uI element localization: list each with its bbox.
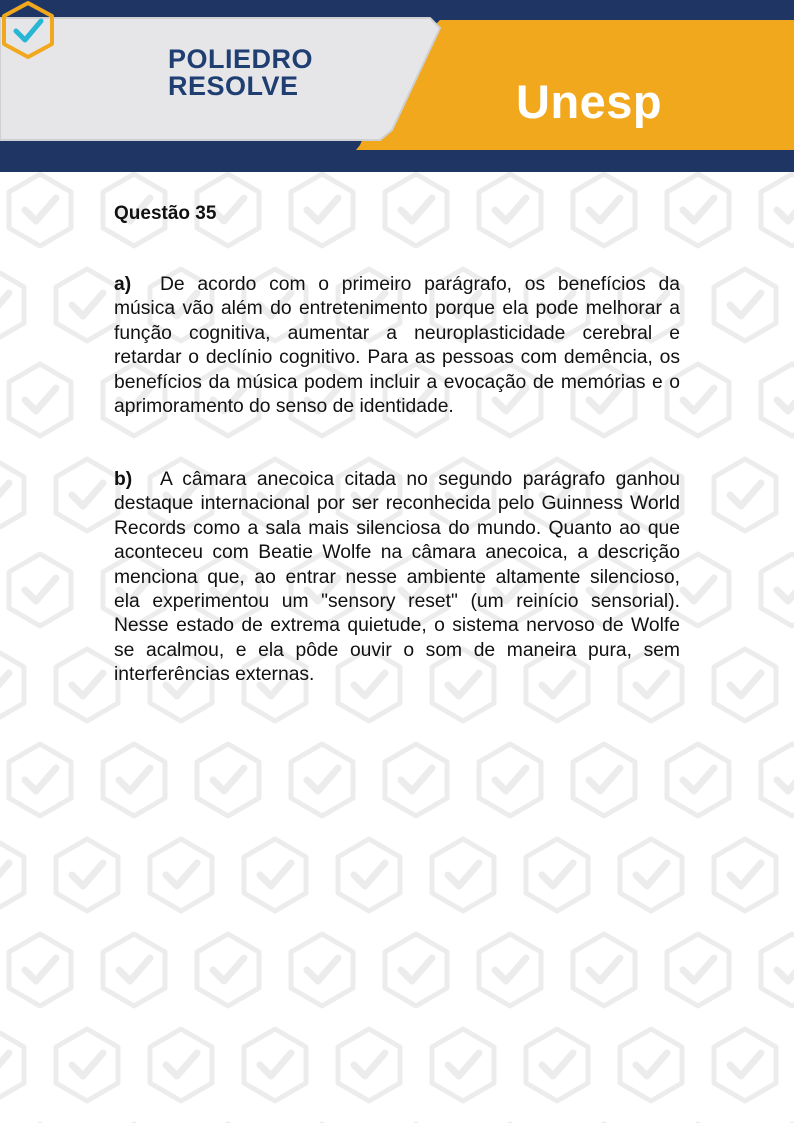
- pattern-check-hexagon-icon: [150, 1029, 212, 1101]
- pattern-check-hexagon-icon: [9, 364, 71, 436]
- pattern-check-hexagon-icon: [150, 839, 212, 911]
- part-text: De acordo com o primeiro parágrafo, os benefícios da música vão além do entretenimento porque ela pode melhorar a função cognitiva, aumentar a neuroplasticidade cerebral e retardar o declínio cognitivo. Para as pessoas com demência, os benefícios da música podem incluir a evocação de memórias e o aprimoramento do senso de identidade.: [114, 274, 680, 418]
- pattern-check-hexagon-icon: [197, 934, 259, 1006]
- pattern-check-hexagon-icon: [291, 744, 353, 816]
- page-header: [0, 0, 794, 172]
- pattern-check-hexagon-icon: [761, 174, 794, 246]
- part-text: A câmara anecoica citada no segundo parágrafo ganhou destaque internacional por ser reconhecida pelo Guinness World Records como a sala mais silenciosa do mundo. Quanto ao que aconteceu com Beatie Wolfe na câmara anecoica, a descrição menciona que, ao entrar nesse ambiente altamente silencioso, ela experimentou um "sensory reset" (um reinício sensorial). Nesse estado de extrema quietude, o sistema nervoso de Wolfe se acalmou, e ela pôde ouvir o som de maneira pura, sem interferências externas.: [114, 469, 680, 686]
- pattern-check-hexagon-icon: [714, 269, 776, 341]
- pattern-check-hexagon-icon: [103, 934, 165, 1006]
- pattern-check-hexagon-icon: [56, 649, 118, 721]
- pattern-check-hexagon-icon: [56, 1029, 118, 1101]
- pattern-check-hexagon-icon: [103, 744, 165, 816]
- pattern-check-hexagon-icon: [0, 649, 24, 721]
- pattern-check-hexagon-icon: [573, 934, 635, 1006]
- header-banner: [0, 0, 794, 172]
- pattern-check-hexagon-icon: [620, 1029, 682, 1101]
- exam-name: Unesp: [516, 75, 663, 128]
- pattern-check-hexagon-icon: [432, 839, 494, 911]
- pattern-check-hexagon-icon: [714, 1029, 776, 1101]
- pattern-check-hexagon-icon: [56, 269, 118, 341]
- brand-line-1: POLIEDRO: [168, 44, 314, 74]
- pattern-check-hexagon-icon: [479, 934, 541, 1006]
- pattern-check-hexagon-icon: [432, 1029, 494, 1101]
- pattern-check-hexagon-icon: [573, 174, 635, 246]
- pattern-check-hexagon-icon: [667, 744, 729, 816]
- pattern-check-hexagon-icon: [761, 744, 794, 816]
- question-title: Questão 35: [114, 203, 217, 224]
- pattern-check-hexagon-icon: [761, 364, 794, 436]
- pattern-check-hexagon-icon: [526, 839, 588, 911]
- pattern-check-hexagon-icon: [0, 269, 24, 341]
- pattern-check-hexagon-icon: [667, 174, 729, 246]
- pattern-check-hexagon-icon: [714, 839, 776, 911]
- brand-logo-text: [168, 46, 313, 100]
- pattern-check-hexagon-icon: [0, 839, 24, 911]
- pattern-check-hexagon-icon: [0, 459, 24, 531]
- pattern-check-hexagon-icon: [56, 839, 118, 911]
- pattern-check-hexagon-icon: [385, 744, 447, 816]
- pattern-check-hexagon-icon: [620, 839, 682, 911]
- pattern-check-hexagon-icon: [291, 174, 353, 246]
- pattern-check-hexagon-icon: [761, 554, 794, 626]
- pattern-check-hexagon-icon: [338, 839, 400, 911]
- pattern-check-hexagon-icon: [9, 554, 71, 626]
- pattern-check-hexagon-icon: [761, 934, 794, 1006]
- pattern-check-hexagon-icon: [526, 1029, 588, 1101]
- pattern-check-hexagon-icon: [291, 934, 353, 1006]
- pattern-check-hexagon-icon: [385, 174, 447, 246]
- answer-part-a: [114, 273, 680, 419]
- pattern-check-hexagon-icon: [9, 744, 71, 816]
- pattern-check-hexagon-icon: [244, 839, 306, 911]
- pattern-check-hexagon-icon: [0, 1029, 24, 1101]
- pattern-check-hexagon-icon: [9, 934, 71, 1006]
- pattern-check-hexagon-icon: [56, 459, 118, 531]
- pattern-check-hexagon-icon: [197, 744, 259, 816]
- part-label: b): [114, 469, 133, 490]
- pattern-check-hexagon-icon: [667, 934, 729, 1006]
- pattern-check-hexagon-icon: [338, 1029, 400, 1101]
- pattern-check-hexagon-icon: [385, 934, 447, 1006]
- pattern-check-hexagon-icon: [9, 174, 71, 246]
- pattern-check-hexagon-icon: [479, 174, 541, 246]
- pattern-check-hexagon-icon: [479, 744, 541, 816]
- pattern-check-hexagon-icon: [714, 459, 776, 531]
- brand-line-2: RESOLVE: [168, 71, 299, 101]
- pattern-check-hexagon-icon: [573, 744, 635, 816]
- pattern-check-hexagon-icon: [714, 649, 776, 721]
- check-hexagon-icon: [0, 0, 56, 60]
- part-label: a): [114, 274, 132, 295]
- pattern-check-hexagon-icon: [244, 1029, 306, 1101]
- answer-part-b: [114, 468, 680, 688]
